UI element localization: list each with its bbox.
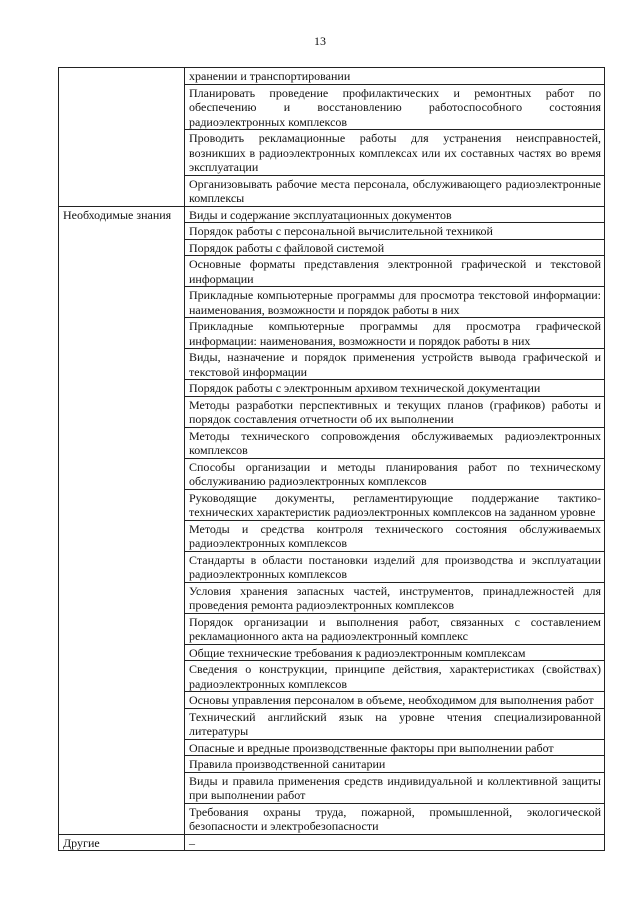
requirement-item: Сведения о конструкции, принципе действия, характеристиках (свойствах) радиоэлектронных комплексов (185, 661, 605, 692)
section-label: Другие (59, 834, 185, 851)
requirement-item: Опасные и вредные производственные факторы при выполнении работ (185, 739, 605, 756)
table-row (59, 834, 605, 851)
requirement-item: Общие технические требования к радиоэлектронным комплексам (185, 644, 605, 661)
requirement-item: – (185, 834, 605, 851)
requirement-item: Порядок работы с персональной вычислительной техникой (185, 223, 605, 240)
requirement-item: Технический английский язык на уровне чтения специализированной литературы (185, 708, 605, 739)
requirement-item: Планировать проведение профилактических и ремонтных работ по обеспечению и восстановлению работоспособного состояния радиоэлектронных комплексов (185, 84, 605, 130)
requirement-item: Виды и правила применения средств индивидуальной и коллективной защиты при выполнении работ (185, 772, 605, 803)
requirement-item: Порядок организации и выполнения работ, связанных с составлением рекламационного акта на радиоэлектронный комплекс (185, 613, 605, 644)
requirement-item: Основные форматы представления электронной графической и текстовой информации (185, 256, 605, 287)
table-row (59, 206, 605, 223)
requirement-item: Виды, назначение и порядок применения устройств вывода графической и текстовой информации (185, 349, 605, 380)
table-body (59, 68, 605, 851)
section-label (59, 68, 185, 207)
competency-table (58, 67, 605, 851)
requirement-item: Требования охраны труда, пожарной, промышленной, экологической безопасности и электробезопасности (185, 803, 605, 834)
requirement-item: Правила производственной санитарии (185, 756, 605, 773)
requirement-item: Методы технического сопровождения обслуживаемых радиоэлектронных комплексов (185, 427, 605, 458)
requirement-item: Руководящие документы, регламентирующие поддержание тактико-технических характеристик радиоэлектронных комплексов на заданном уровне (185, 489, 605, 520)
requirement-item: Стандарты в области постановки изделий для производства и эксплуатации радиоэлектронных комплексов (185, 551, 605, 582)
requirement-item: Основы управления персоналом в объеме, необходимом для выполнения работ (185, 692, 605, 709)
requirement-item: Порядок работы с электронным архивом технической документации (185, 380, 605, 397)
requirement-item: Методы разработки перспективных и текущих планов (графиков) работы и порядок составления отчетности об их выполнении (185, 396, 605, 427)
requirement-item: Методы и средства контроля технического состояния обслуживаемых радиоэлектронных комплексов (185, 520, 605, 551)
page-number: 13 (314, 34, 326, 48)
requirement-item: Прикладные компьютерные программы для просмотра текстовой информации: наименования, возможности и порядок работы в них (185, 287, 605, 318)
requirement-item: Проводить рекламационные работы для устранения неисправностей, возникших в радиоэлектронных комплексах или их составных частях во время эксплуатации (185, 130, 605, 176)
requirement-item: Порядок работы с файловой системой (185, 239, 605, 256)
requirement-item: Виды и содержание эксплуатационных документов (185, 206, 605, 223)
requirement-item: Прикладные компьютерные программы для просмотра графической информации: наименования, возможности и порядок работы в них (185, 318, 605, 349)
requirement-item: Условия хранения запасных частей, инструментов, принадлежностей для проведения ремонта радиоэлектронных комплексов (185, 582, 605, 613)
requirement-item: хранении и транспортировании (185, 68, 605, 85)
requirement-item: Способы организации и методы планирования работ по техническому обслуживанию радиоэлектронных комплексов (185, 458, 605, 489)
section-label: Необходимые знания (59, 206, 185, 834)
table-row (59, 68, 605, 85)
requirement-item: Организовывать рабочие места персонала, обслуживающего радиоэлектронные комплексы (185, 175, 605, 206)
